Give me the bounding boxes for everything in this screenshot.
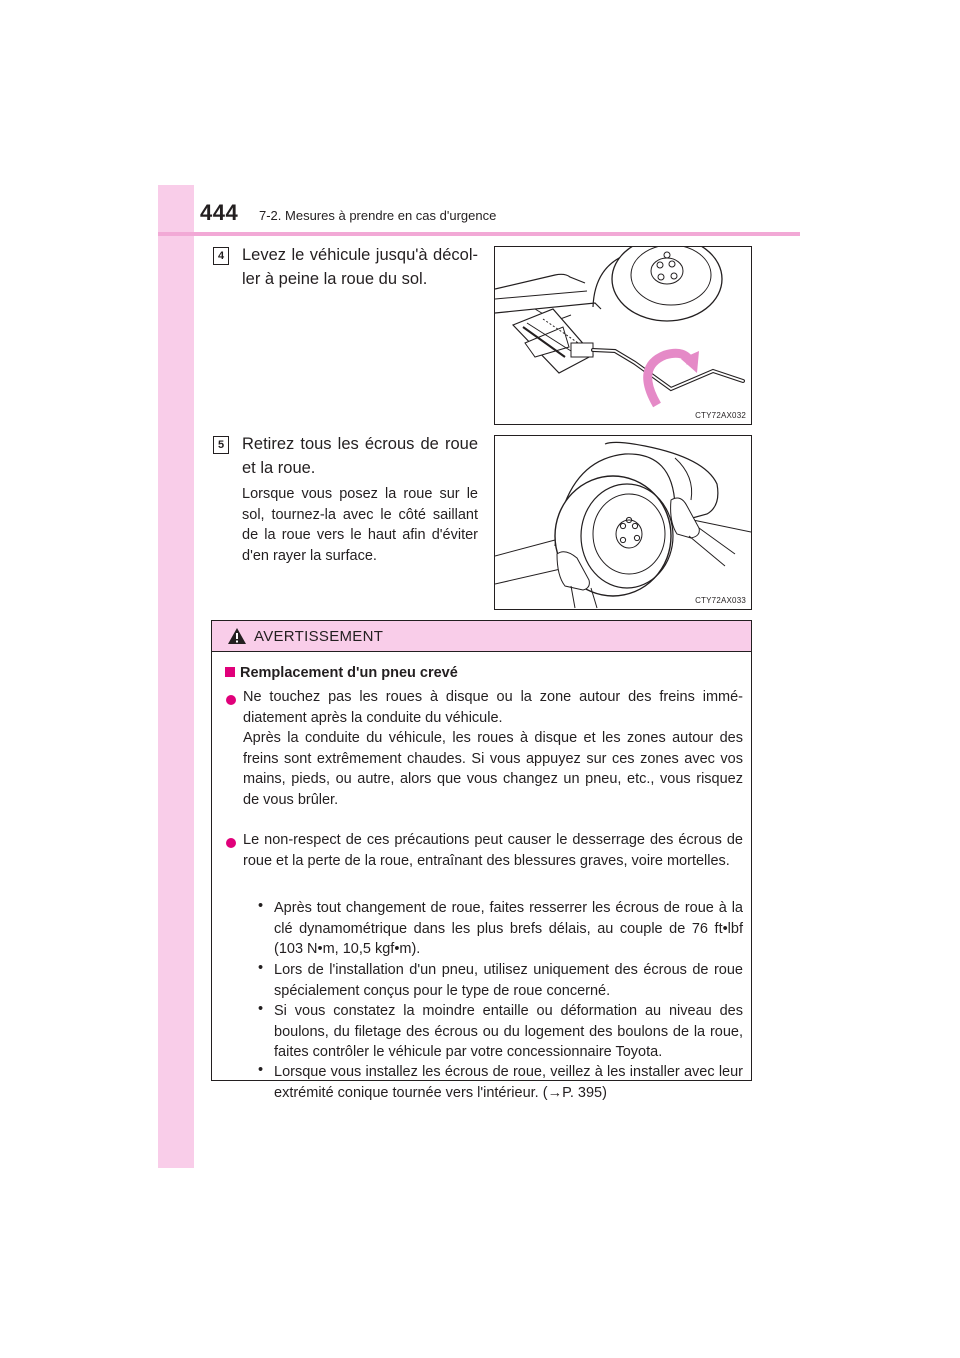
step-5-text: Retirez tous les écrous de roue et la roue. xyxy=(242,435,478,477)
warning-sub-item-4: Lorsque vous installez les écrous de roue, veillez à les installer avec leur extrémité conique tournée vers l'intérieur. (→P. 395) xyxy=(274,1064,743,1101)
square-bullet-icon xyxy=(225,667,235,677)
jack-illustration xyxy=(495,247,751,424)
circle-bullet-icon xyxy=(226,695,236,705)
step-number-4: 4 xyxy=(213,247,229,265)
warning-box xyxy=(211,620,752,1101)
wheel-removal-illustration xyxy=(495,436,751,609)
warning-triangle-icon xyxy=(227,627,247,645)
warning-item-2: Le non-respect de ces précautions peut causer le desserrage des écrous de roue et la perte de la roue, entraînant des blessures graves, voire mortelles. xyxy=(243,832,743,869)
warning-heading-text: Remplacement d'un pneu crevé xyxy=(240,665,458,681)
warning-item-1: Ne touchez pas les roues à disque ou la zone autour des freins immé-diatement après la conduite du véhicule. xyxy=(243,689,743,726)
page-number: 444 xyxy=(200,200,239,225)
warning-item-1-detail: Après la conduite du véhicule, les roues à disque et les zones autour des freins sont extrêmement chaudes. Si vous appuyez sur ces zones avec vos mains, pieds, ou autre, alors que vous changez un pneu, etc., vous risquez de vous brûler. xyxy=(243,730,743,808)
header-rule xyxy=(158,232,800,236)
figure-jack-lift xyxy=(494,246,752,425)
figure-code: CTY72AX033 xyxy=(695,596,746,605)
section-title: 7-2. Mesures à prendre en cas d'urgence xyxy=(259,208,497,223)
step-4-text: Levez le véhicule jusqu'à décol-ler à peine la roue du sol. xyxy=(242,246,478,288)
warning-sub-item-3: Si vous constatez la moindre entaille ou déformation au niveau des boulons, du filetage des écrous ou du logement des boulons de la roue, faites contrôler le véhicule par votre concessionnaire Toyota. xyxy=(274,1003,743,1060)
sub-bullet-mark: • xyxy=(258,960,264,976)
warning-header xyxy=(212,621,751,652)
sub-bullet-mark: • xyxy=(258,898,264,914)
warning-title: AVERTISSEMENT xyxy=(254,628,384,645)
step-number-5: 5 xyxy=(213,436,229,454)
warning-sub-item-2: Lors de l'installation d'un pneu, utilisez uniquement des écrous de roue spécialement conçus pour le type de roue concerné. xyxy=(274,962,743,999)
step-5-note: Lorsque vous posez la roue sur le sol, tournez-la avec le côté saillant de la roue vers le haut afin d'éviter d'en rayer la surface. xyxy=(242,486,478,564)
warning-sub-item-1: Après tout changement de roue, faites resserrer les écrous de roue à la clé dynamométrique dans les plus brefs délais, au couple de 76 ft•lbf (103 N•m, 10,5 kgf•m). xyxy=(274,900,743,957)
warning-heading xyxy=(225,665,458,681)
figure-code: CTY72AX032 xyxy=(695,411,746,420)
figure-wheel-removal xyxy=(494,435,752,610)
sub-bullet-mark: • xyxy=(258,1062,264,1078)
page-sidebar-tab xyxy=(158,185,194,1168)
sub-bullet-mark: • xyxy=(258,1001,264,1017)
circle-bullet-icon xyxy=(226,838,236,848)
